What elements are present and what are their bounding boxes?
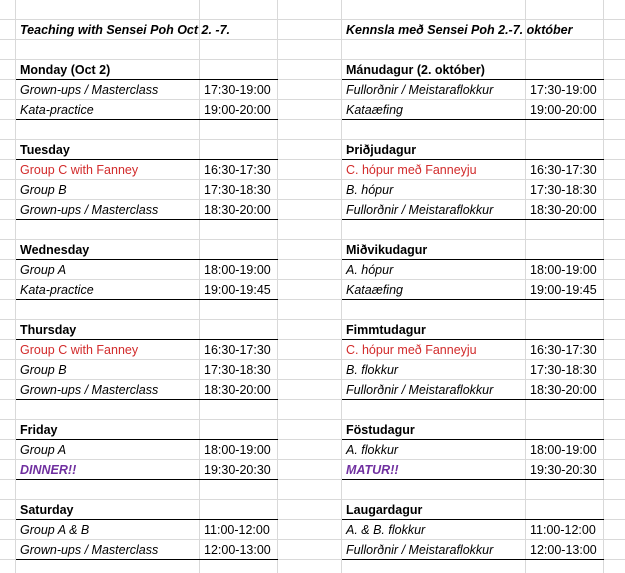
day-header-is: Föstudagur [342,420,604,440]
day-header-en: Friday [16,420,278,440]
session-name-is: A. hópur [346,263,394,277]
session-name-en: Grown-ups / Masterclass [16,380,200,400]
session-time-en: 19:00-19:45 [200,280,278,300]
session-name-en: Grown-ups / Masterclass [16,540,200,560]
session-time-en: 18:30-20:00 [200,380,278,400]
day-header-is: Miðvikudagur [342,240,604,260]
session-name-is: Fullorðnir / Meistaraflokkur [342,380,526,400]
day-header-en: Monday (Oct 2) [16,60,278,80]
session-time-en: 16:30-17:30 [204,343,271,357]
session-time-en: 18:00-19:00 [204,443,271,457]
session-name-en: Group C with Fanney [20,163,139,177]
session-name-en: DINNER!! [16,460,200,480]
session-time-is: 12:00-13:00 [526,540,604,560]
session-name-en: Kata-practice [16,100,200,120]
session-name-en: Group C with Fanney [20,343,139,357]
day-header-en: Saturday [16,500,278,520]
session-time-is: 16:30-17:30 [530,343,597,357]
session-time-is: 11:00-12:00 [530,523,596,537]
session-name-en: Kata-practice [16,280,200,300]
session-name-is: A. & B. flokkur [346,523,426,537]
title-is: Kennsla með Sensei Poh 2.-7. október [346,23,573,37]
session-time-en: 19:00-20:00 [200,100,278,120]
session-name-is: Fullorðnir / Meistaraflokkur [342,200,526,220]
session-time-is: 18:30-20:00 [526,380,604,400]
session-time-is: 19:00-19:45 [526,280,604,300]
schedule-grid [0,0,625,40]
session-name-en: Group B [20,183,67,197]
session-time-is: 17:30-18:30 [530,183,597,197]
session-time-en: 16:30-17:30 [204,163,271,177]
session-time-en: 19:30-20:30 [200,460,278,480]
session-name-en: Group A & B [20,523,90,537]
session-name-en: Grown-ups / Masterclass [16,200,200,220]
session-time-is: 18:00-19:00 [530,263,597,277]
session-name-is: Kataæfing [342,100,526,120]
day-header-is: Þriðjudagur [342,140,604,160]
session-time-en: 17:30-19:00 [204,83,271,97]
session-time-is: 17:30-18:30 [530,363,597,377]
session-time-en: 11:00-12:00 [204,523,270,537]
session-name-is: Fullorðnir / Meistaraflokkur [342,540,526,560]
session-time-is: 19:00-20:00 [526,100,604,120]
session-name-is: A. flokkur [346,443,399,457]
session-name-en: Group B [20,363,67,377]
day-header-en: Wednesday [16,240,278,260]
day-header-is: Laugardagur [342,500,604,520]
session-time-is: 18:30-20:00 [526,200,604,220]
session-name-is: C. hópur með Fanneyju [346,163,477,177]
session-time-is: 18:00-19:00 [530,443,597,457]
session-name-is: MATUR!! [342,460,526,480]
session-name-is: B. hópur [346,183,394,197]
session-time-is: 19:30-20:30 [526,460,604,480]
session-time-en: 17:30-18:30 [204,363,271,377]
session-name-en: Group A [20,263,67,277]
session-name-en: Group A [20,443,67,457]
session-name-is: Fullorðnir / Meistaraflokkur [346,83,494,97]
day-header-en: Thursday [16,320,278,340]
session-name-is: C. hópur með Fanneyju [346,343,477,357]
session-name-en: Grown-ups / Masterclass [20,83,159,97]
session-time-is: 16:30-17:30 [530,163,597,177]
session-time-en: 18:30-20:00 [200,200,278,220]
session-time-en: 12:00-13:00 [200,540,278,560]
day-header-is: Fimmtudagur [342,320,604,340]
day-header-is: Mánudagur (2. október) [342,60,604,80]
session-time-is: 17:30-19:00 [530,83,597,97]
title-en: Teaching with Sensei Poh Oct 2. -7. [20,23,230,37]
day-header-en: Tuesday [16,140,278,160]
session-time-en: 17:30-18:30 [204,183,271,197]
schedule-days [0,60,625,560]
session-time-en: 18:00-19:00 [204,263,271,277]
session-name-is: B. flokkur [346,363,399,377]
session-name-is: Kataæfing [342,280,526,300]
